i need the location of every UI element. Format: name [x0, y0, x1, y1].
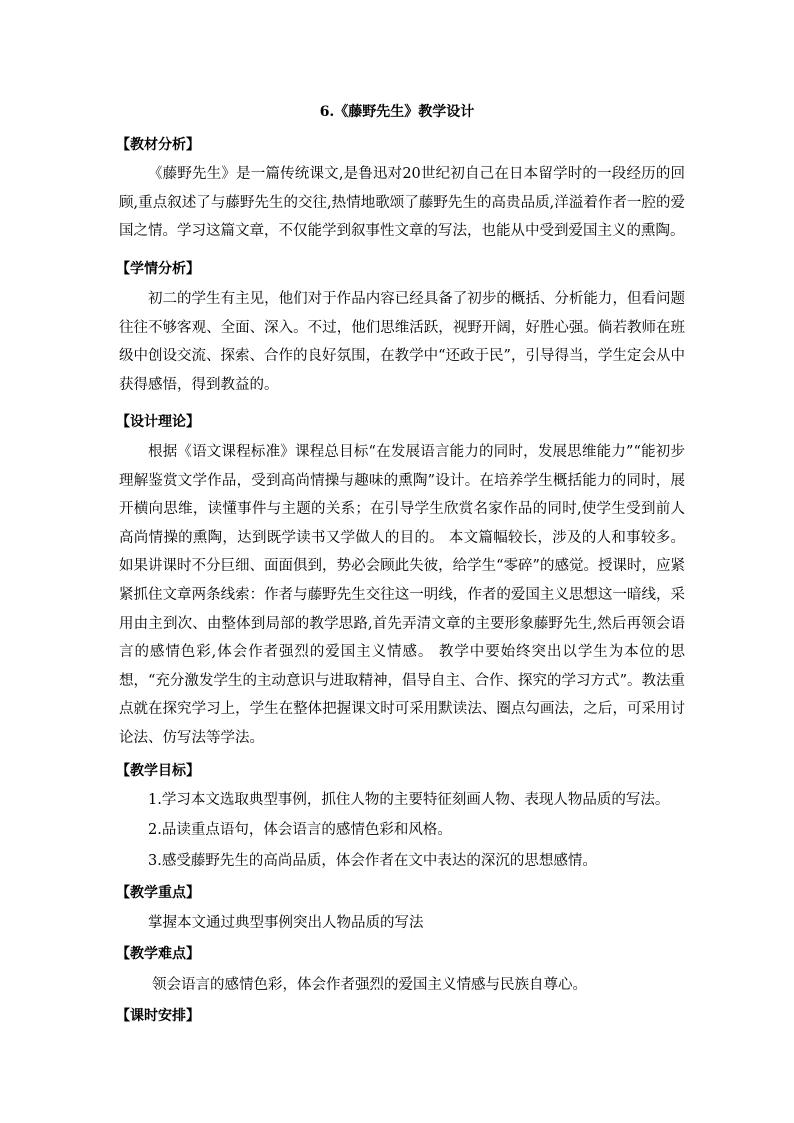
- goal-item-2: 2.品读重点语句，体会语言的感情色彩和风格。: [148, 822, 452, 838]
- heading-teaching-goals: 【教学目标】: [116, 763, 200, 779]
- heading-design-theory: 【设计理论】: [116, 414, 200, 430]
- heading-difficulties: 【教学难点】: [116, 946, 200, 962]
- key-points-text: 掌握本文通过典型事例突出人物品质的写法: [148, 915, 424, 931]
- heading-key-points: 【教学重点】: [116, 885, 200, 901]
- difficulties-text: 领会语言的感情色彩，体会作者强烈的爱国主义情感与民族自尊心。: [152, 977, 587, 993]
- goal-item-1: 1.学习本文选取典型事例，抓住人物的主要特征刻画人物、表现人物品质的写法。: [148, 792, 670, 808]
- goal-item-3: 3.感受藤野先生的高尚品质，体会作者在文中表达的深沉的思想感情。: [148, 853, 597, 869]
- paragraph-textbook-analysis: 《藤野先生》是一篇传统课文,是鲁迅对20世纪初自己在日本留学时的一段经历的回顾,重点叙述了与藤野先生的交往,热情地歌颂了藤野先生的高贵品质,洋溢着作者一腔的爱国之情。学习这篇文章，不仅能学到叙事性文章的写法，也能从中受到爱国主义的熏陶。: [119, 166, 685, 240]
- paragraph-student-analysis: 初二的学生有主见，他们对于作品内容已经具备了初步的概括、分析能力，但看问题往往不够客观、全面、深入。不过，他们思维活跃，视野开阔，好胜心强。倘若教师在班级中创设交流、探索、合作的良好氛围，在教学中“还政于民”，引导得当，学生定会从中获得感悟，得到教益的。: [119, 291, 685, 393]
- heading-textbook-analysis: 【教材分析】: [116, 137, 200, 153]
- heading-student-analysis: 【学情分析】: [116, 261, 200, 277]
- paragraph-design-theory: 根据《语文课程标准》课程总目标“在发展语言能力的同时，发展思维能力”“能初步理解鉴赏文学作品，受到高尚情操与趣味的熏陶”设计。在培养学生概括能力的同时，展开横向思维，读懂事件与主题的关系；在引导学生欣赏名家作品的同时,使学生受到前人高尚情操的熏陶，达到既学读书又学做人的目的。 本文篇幅较长，涉及的人和事较多。如果讲课时不分巨细、面面俱到，势必会顾此失彼，给学生“零碎”的感觉。授课时，应紧紧抓住文章两条线索：作者与藤野先生交往这一明线，作者的爱国主义思想这一暗线，采用由主到次、由整体到局部的教学思路,首先弄清文章的主要形象藤野先生,然后再领会语言的感情色彩,体会作者强烈的爱国主义情感。 教学中要始终突出以学生为本位的思想，“充分激发学生的主动意识与进取精神，倡导自主、合作、探究的学习方式”。教法重点就在探究学习上，学生在整体把握课文时可采用默读法、圈点勾画法，之后，可采用讨论法、仿写法等学法。: [119, 444, 685, 746]
- heading-schedule: 【课时安排】: [116, 1008, 200, 1024]
- document-title: 6.《藤野先生》教学设计: [319, 104, 475, 120]
